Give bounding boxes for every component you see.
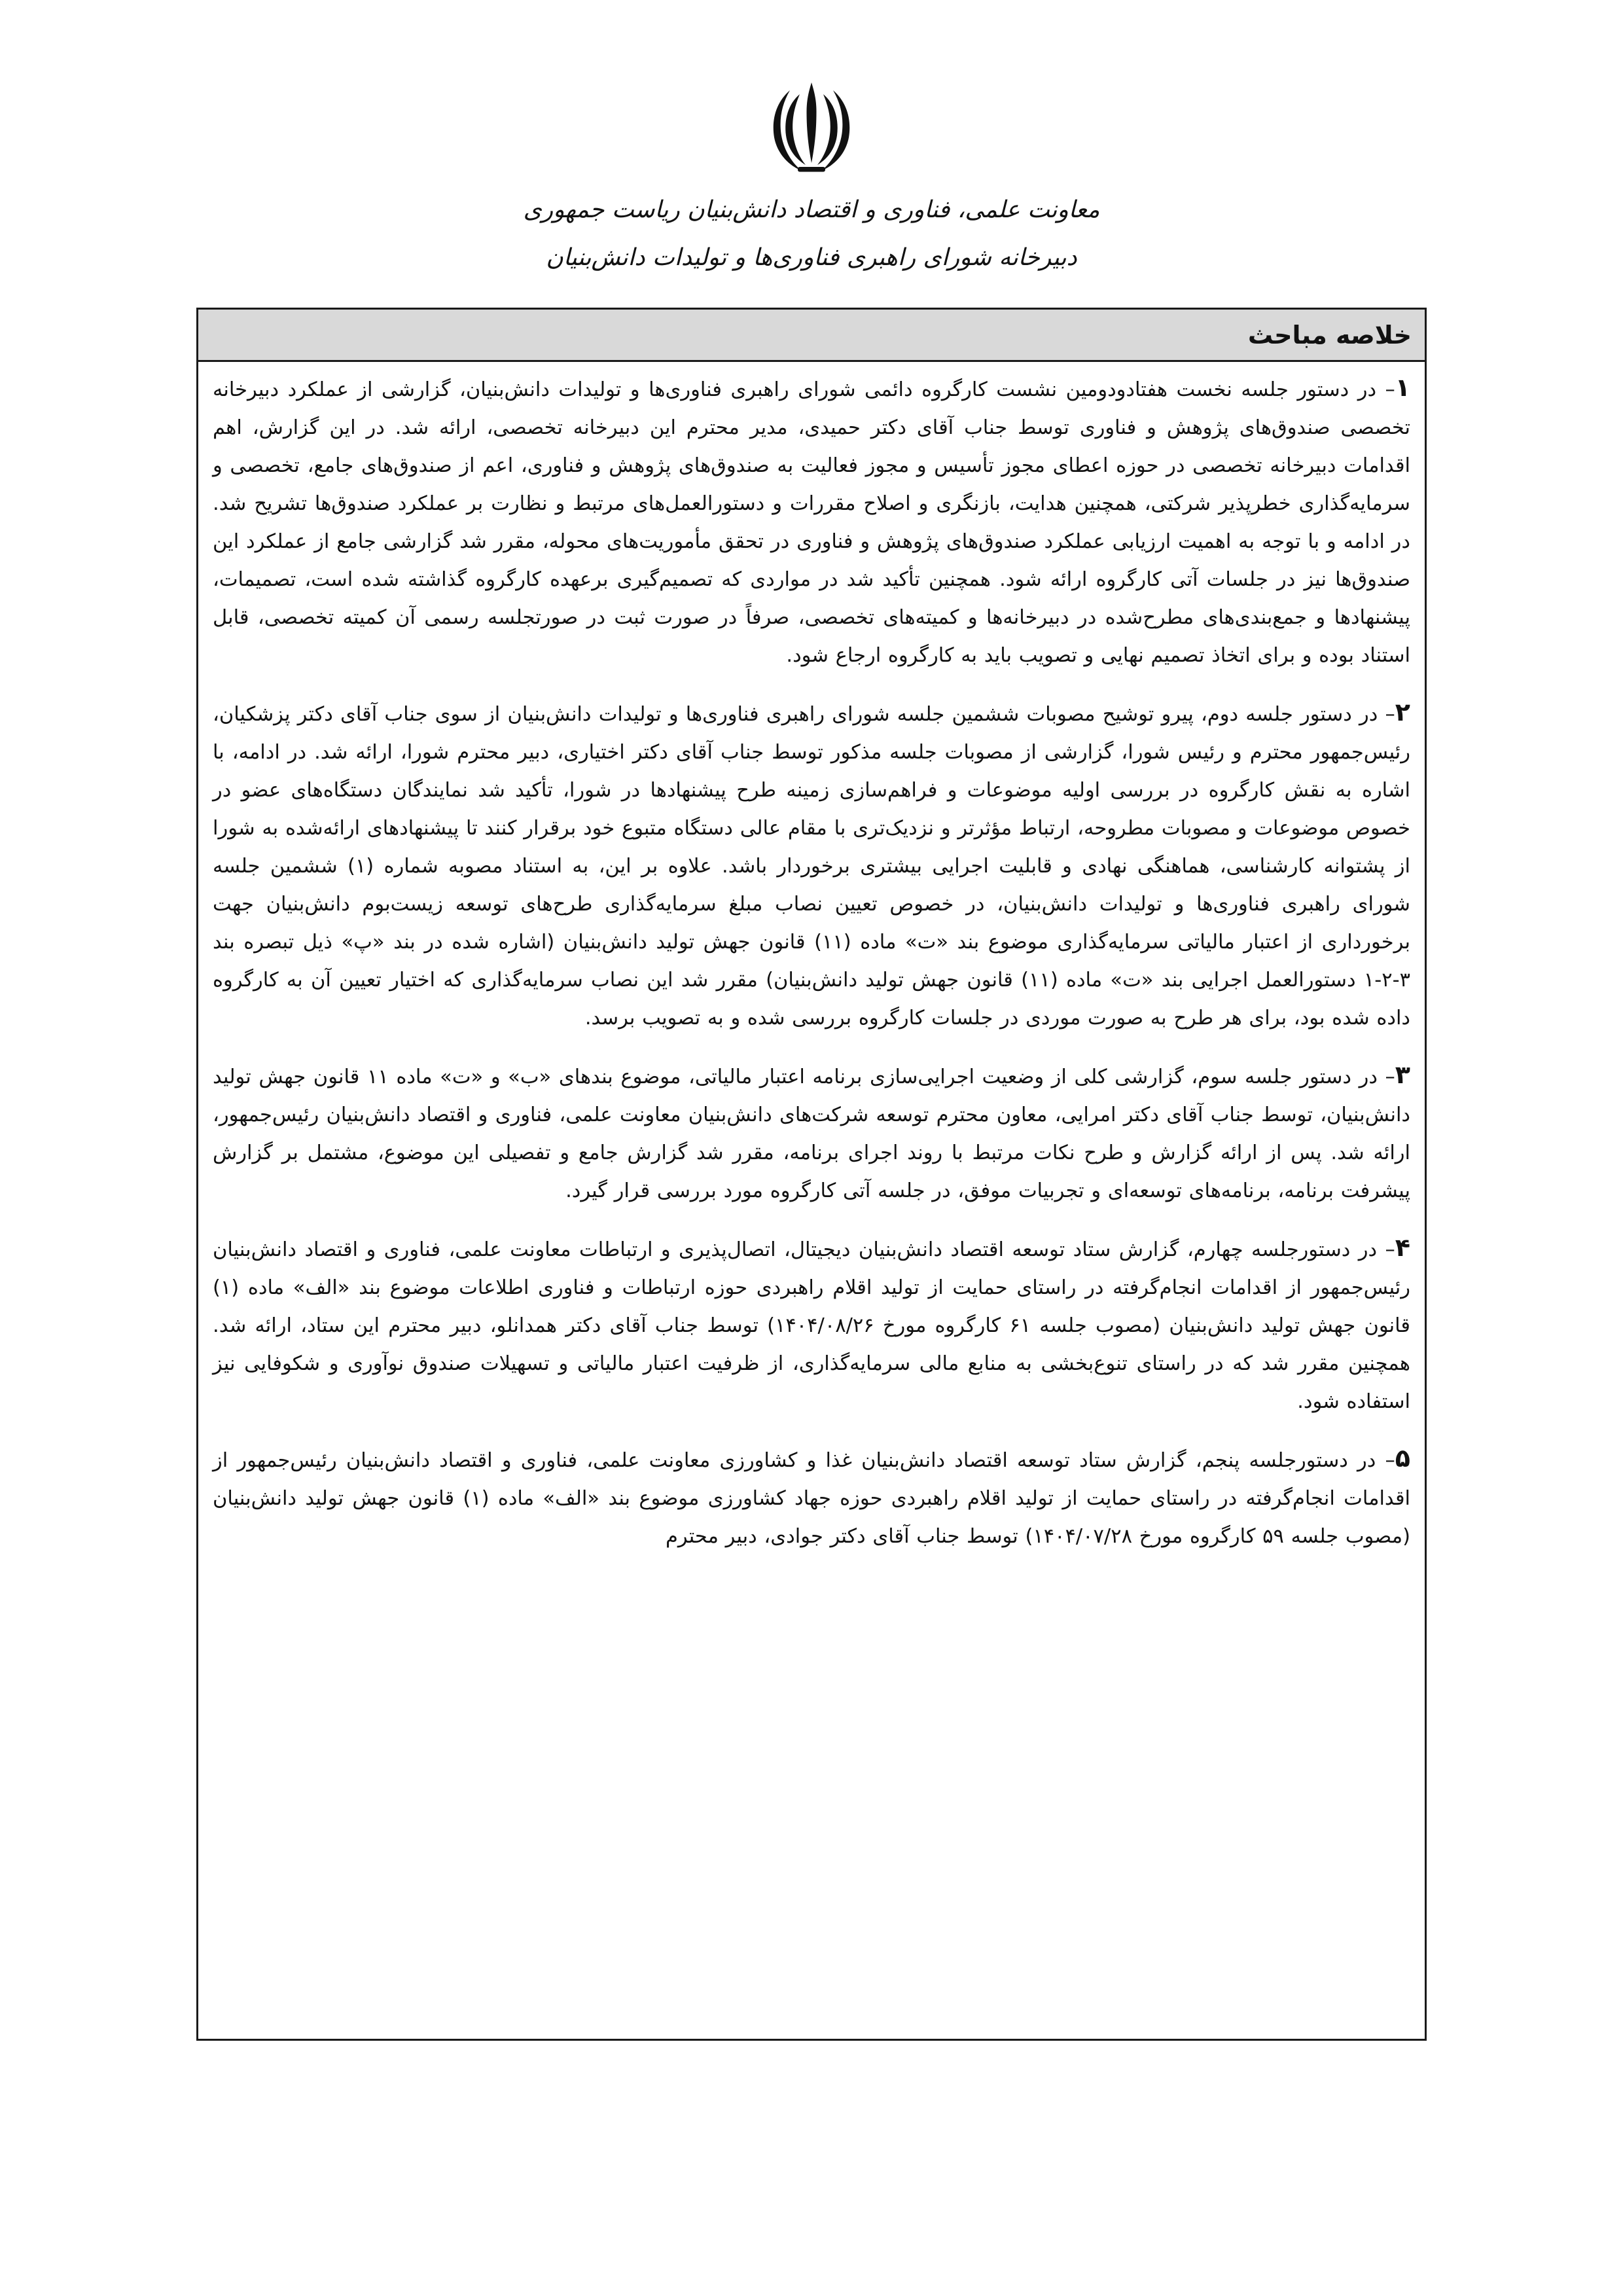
- organization-name: معاونت علمی، فناوری و اقتصاد دانش‌بنیان ریاست جمهوری: [523, 196, 1100, 223]
- iran-emblem-icon: [762, 79, 861, 177]
- item-text: – در دستور جلسه نخست هفتادودومین نشست کارگروه دائمی شورای راهبری فناوری‌ها و تولیدات دانش‌بنیان، گزارشی از عملکرد دبیرخانه تخصصی صندوق‌های پژوهش و فناوری توسط جناب آقای دکتر حمیدی، مدیر محترم این دبیرخانه تخصصی، ارائه شد. در این گزارش، اهم اقدامات دبیرخانه تخصصی در حوزه اعطای مجوز تأسیس و مجوز فعالیت به صندوق‌های پژوهش و فناوری، اعم از صندوق‌های جامع، تخصصی و سرمایه‌گذاری خطرپذیر شرکتی، همچنین هدایت، بازنگری و اصلاح مقررات و دستورالعمل‌های مرتبط و نظارت بر عملکرد صندوق‌ها تشریح شد. در ادامه و با توجه به اهمیت ارزیابی عملکرد صندوق‌های پژوهش و فناوری در تحقق مأموریت‌های محوله، مقرر شد گزارشی جامع از عملکرد این صندوق‌ها نیز در جلسات آتی کارگروه ارائه شود. همچنین تأکید شد در مواردی که تصمیم‌گیری برعهده کارگروه گذاشته شده است، تصمیمات، پیشنهادها و جمع‌بندی‌های مطرح‌شده در دبیرخانه‌ها و کمیته‌های تخصصی، صرفاً در صورت ثبت در صورتجلسه رسمی آن کمیته تخصصی، قابل استناد بوده و برای اتخاذ تصمیم نهایی و تصویب باید به کارگروه ارجاع شود.: [213, 378, 1410, 667]
- summary-item: [213, 368, 1410, 675]
- summary-body: [198, 362, 1425, 1556]
- item-number: ۲: [1395, 698, 1410, 726]
- item-number: ۴: [1395, 1233, 1410, 1262]
- summary-item: [213, 1439, 1410, 1556]
- item-number: ۵: [1395, 1444, 1410, 1473]
- summary-item: [213, 693, 1410, 1037]
- item-text: – در دستور جلسه دوم، پیرو توشیح مصوبات ششمین جلسه شورای راهبری فناوری‌ها و تولیدات دانش‌بنیان از سوی جناب آقای دکتر پزشکیان، رئیس‌جمهور محترم و رئیس شورا، گزارشی از مصوبات جلسه مذکور توسط جناب آقای دکتر اختیاری، دبیر محترم شورا، ارائه شد. در ادامه، با اشاره به نقش کارگروه در بررسی اولیه موضوعات و فراهم‌سازی زمینه طرح پیشنهادها در شورا، تأکید شد نمایندگان دستگاه‌های عضو در خصوص موضوعات و مصوبات مطروحه، ارتباط مؤثرتر و نزدیک‌تری با مقام عالی دستگاه متبوع خود برقرار کنند تا پیشنهادهای ارائه‌شده به شورا از پشتوانه کارشناسی، هماهنگی نهادی و قابلیت اجرایی بیشتری برخوردار باشد. علاوه بر این، به استناد مصوبه شماره (۱) ششمین جلسه شورای راهبری فناوری‌ها و تولیدات دانش‌بنیان، در خصوص تعیین نصاب مبلغ سرمایه‌گذاری طرح‌های توسعه زیست‌بوم دانش‌بنیان جهت برخورداری از اعتبار مالیاتی سرمایه‌گذاری موضوع بند «ت» ماده (۱۱) قانون جهش تولید دانش‌بنیان (اشاره شده در بند «پ» ذیل تبصره بند ۳-۲-۱ دستورالعمل اجرایی بند «ت» ماده (۱۱) قانون جهش تولید دانش‌بنیان) مقرر شد این نصاب سرمایه‌گذاری که اختیار تعیین آن به کارگروه داده شده بود، برای هر طرح به صورت موردی در جلسات کارگروه بررسی شده و به تصویب برسد.: [213, 703, 1411, 1030]
- letterhead: [0, 79, 1623, 272]
- summary-box: [196, 308, 1427, 2041]
- summary-item: [213, 1056, 1410, 1210]
- summary-title-bar: [198, 310, 1425, 362]
- item-number: ۱: [1395, 373, 1410, 402]
- summary-title: خلاصه مباحث: [1247, 320, 1412, 350]
- item-text: – در دستورجلسه پنجم، گزارش ستاد توسعه اقتصاد دانش‌بنیان غذا و کشاورزی معاونت علمی، فناوری و اقتصاد دانش‌بنیان رئیس‌جمهور از اقدامات انجام‌گرفته در راستای حمایت از تولید اقلام راهبردی حوزه جهاد کشاورزی موضوع بند «الف» ماده (۱) قانون جهش تولید دانش‌بنیان (مصوب جلسه ۵۹ کارگروه مورخ ۱۴۰۴/۰۷/۲۸) توسط جناب آقای دکتر جوادی، دبیر محترم: [213, 1449, 1410, 1548]
- item-text: – در دستورجلسه چهارم، گزارش ستاد توسعه اقتصاد دانش‌بنیان دیجیتال، اتصال‌پذیری و ارتباطات معاونت علمی، فناوری و اقتصاد دانش‌بنیان رئیس‌جمهور از اقدامات انجام‌گرفته در راستای حمایت از تولید اقلام راهبردی حوزه ارتباطات و فناوری اطلاعات موضوع بند «الف» ماده (۱) قانون جهش تولید دانش‌بنیان (مصوب جلسه ۶۱ کارگروه مورخ ۱۴۰۴/۰۸/۲۶) توسط جناب آقای دکتر همدانلو، دبیر محترم این ستاد، ارائه شد. همچنین مقرر شد که در راستای تنوع‌بخشی به منابع مالی سرمایه‌گذاری، از ظرفیت اعتبار مالیاتی و تسهیلات صندوق نوآوری و شکوفایی نیز استفاده شود.: [213, 1238, 1410, 1413]
- secretariat-name: دبیرخانه شورای راهبری فناوری‌ها و تولیدات دانش‌بنیان: [546, 244, 1077, 271]
- item-text: – در دستور جلسه سوم، گزارشی کلی از وضعیت اجرایی‌سازی برنامه اعتبار مالیاتی، موضوع بندهای «ب» و «ت» ماده ۱۱ قانون جهش تولید دانش‌بنیان، توسط جناب آقای دکتر امرایی، معاون محترم توسعه شرکت‌های دانش‌بنیان معاونت علمی، فناوری و اقتصاد دانش‌بنیان رئیس‌جمهور، ارائه شد. پس از ارائه گزارش و طرح نکات مرتبط با روند اجرای برنامه، مقرر شد گزارش جامع و تفصیلی این موضوع، مشتمل بر گزارش پیشرفت برنامه، برنامه‌های توسعه‌ای و تجربیات موفق، در جلسه آتی کارگروه مورد بررسی قرار گیرد.: [213, 1066, 1410, 1202]
- item-number: ۳: [1395, 1060, 1410, 1089]
- summary-item: [213, 1229, 1410, 1421]
